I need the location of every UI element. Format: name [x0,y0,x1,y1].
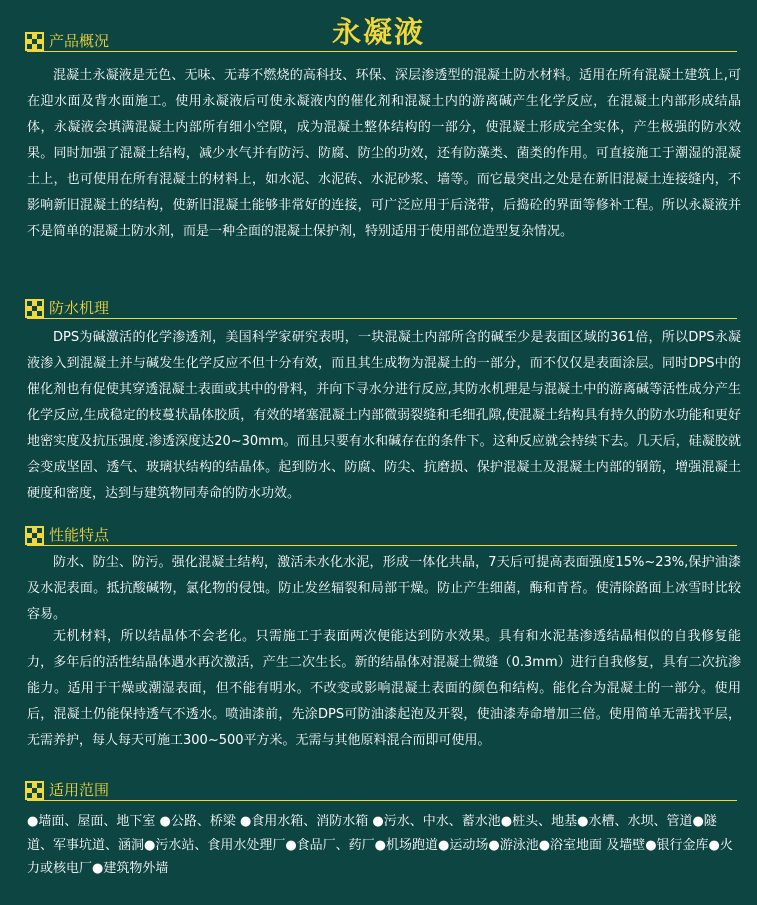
section-title-features: 性能特点 [49,526,110,544]
overview-paragraph: 混凝土永凝液是无色、无味、无毒不燃烧的高科技、环保、深层渗透型的混凝土防水材料。适用在所有混凝土建筑上,可在迎水面及背水面施工。使用永凝液后可使永凝液内的催化剂和混凝土内的游离碱产生化学反应，在混凝土内部形成结晶体，永凝液会填满混凝土内部所有细小空隙，成为混凝土整体结构的一部分，使混凝土形成完全实体，产生极强的防水效果。同时加强了混凝土结构，减少水气并有防污、防腐、防尘的功效，还有防藻类、菌类的作用。可直接施工于潮湿的混凝土上，也可使用在所有混凝土的材料上，如水泥、水泥砖、水泥砂浆、墙等。而它最突出之处是在新旧混凝土连接缝内，不影响新旧混凝土的结构，使新旧混凝土能够非常好的连接，可广泛应用于后浇带，后捣砼的界面等修补工程。所以永凝液并不是简单的混凝土防水剂，而是一种全面的混凝土保护剂，特别适用于使用部位造型复杂情况。 [27,68,741,239]
section-title-applications: 适用范围 [49,781,110,799]
section-header-mechanism [25,297,109,319]
mechanism-paragraph: DPS为碱激活的化学渗透剂，美国科学家研究表明，一块混凝土内部所含的碱至少是表面区域的361倍，所以DPS永凝液渗入到混凝土并与碱发生化学反应不但十分有效，而且其生成物为混凝土的一部分，而不仅仅是表面涂层。同时DPS中的催化剂也有促使其穿透混凝土表面或其中的骨料，并向下寻水分进行反应,其防水机理是与混凝土中的游离碱等活性成分产生化学反应,生成稳定的枝蔓状晶体胶质，有效的堵塞混凝土内部微弱裂缝和毛细孔隙,使混凝土结构具有持久的防水功能和更好地密实度及抗压强度.渗透深度达20~30mm。而且只要有水和碱存在的条件下。这种反应就会持续下去。几天后，硅凝胶就会变成坚固、透气、玻璃状结构的结晶体。起到防水、防腐、防尖、抗磨损、保护混凝土及混凝土内部的钢筋，增强混凝土硬度和密度，达到与建筑物同寿命的防水功效。 [27,330,741,501]
section-header-applications [25,779,109,801]
section-divider [27,318,737,319]
section-divider [27,800,737,801]
section-title-mechanism: 防水机理 [49,299,110,317]
section-grid-icon [25,781,44,800]
section-divider [27,545,737,546]
section-header-features [25,524,109,546]
section-title-overview: 产品概况 [49,32,110,50]
features-paragraph-1: 防水、防尘、防污。强化混凝土结构，激活未水化水泥，形成一体化共晶，7天后可提高表面强度15%~23%,保护油漆及水泥表面。抵抗酸碱物，氯化物的侵蚀。防止发丝辐裂和局部干燥。防止产生细菌，酶和青苔。使清除路面上冰雪时比较容易。 [27,555,741,622]
section-header-overview [25,30,109,52]
section-grid-icon [25,32,44,51]
features-paragraph-2: 无机材料，所以结晶体不会老化。只需施工于表面两次便能达到防水效果。具有和水泥基渗透结晶相似的自我修复能力，多年后的活性结晶体遇水再次激活，产生二次生长。新的结晶体对混凝土微缝（0.3mm）进行自我修复，具有二次抗渗能力。适用于干燥或潮湿表面，但不能有明水。不改变或影响混凝土表面的颜色和结构。能化合为混凝土的一部分。使用后，混凝土仍能保持透气不透水。喷油漆前，先涂DPS可防油漆起泡及开裂，使油漆寿命增加三倍。使用简单无需找平层，无需养护，每人每天可施工300~500平方米。无需与其他原料混合而即可使用。 [27,629,741,748]
section-divider [27,51,737,52]
section-grid-icon [25,299,44,318]
page-title: 永凝液 [331,15,425,49]
section-grid-icon [25,526,44,545]
applications-list: ●墙面、屋面、地下室 ●公路、桥梁 ●食用水箱、消防水箱 ●污水、中水、蓄水池●桩头、地基●水槽、水坝、管道●隧道、军事坑道、涵洞●污水站、食用水处理厂●食品厂、药厂●机场跑道●运动场●游泳池●浴室地面 及墙壁●银行金库●火力或核电厂●建筑物外墙 [27,814,733,876]
